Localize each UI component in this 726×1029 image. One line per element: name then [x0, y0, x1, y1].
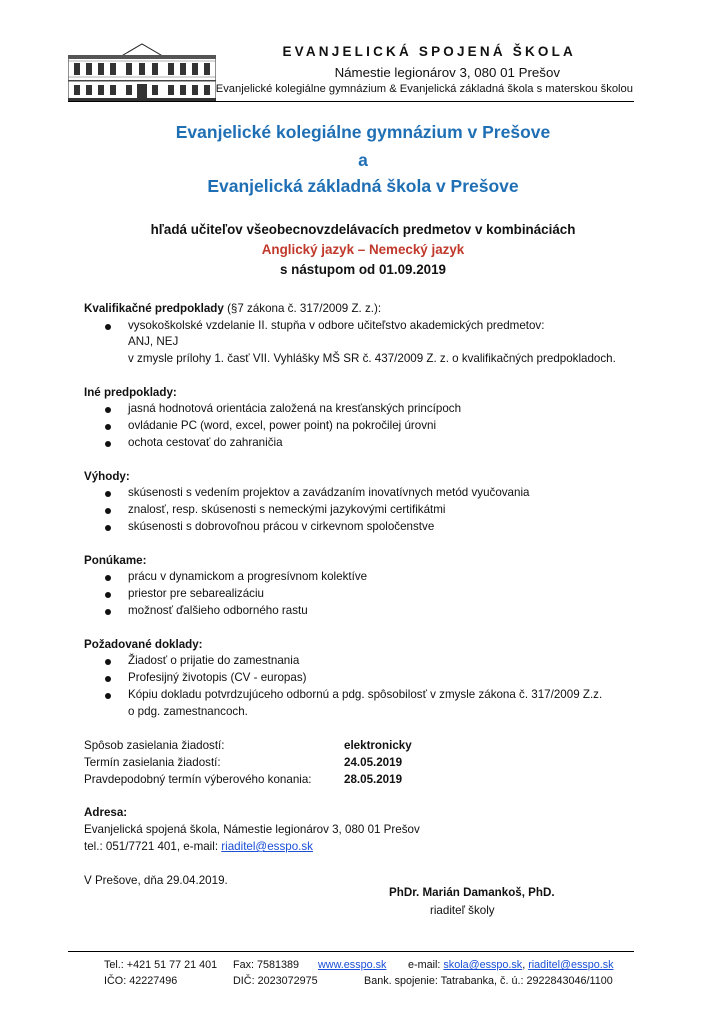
advantages-heading: Výhody: [84, 470, 130, 483]
bullet [105, 609, 111, 615]
footer-divider [68, 951, 634, 952]
bullet [105, 407, 111, 413]
qualification-subjects: ANJ, NEJ [128, 335, 179, 348]
method-value: elektronicky [344, 739, 412, 752]
other-item: jasná hodnotová orientácia založená na kresťanských princípoch [128, 402, 462, 415]
address-line: Evanjelická spojená škola, Námestie legionárov 3, 080 01 Prešov [84, 823, 420, 836]
qualification-legal-note: v zmysle prílohy 1. časť VII. Vyhlášky MŠ SR č. 437/2009 Z. z. o kvalifikačných predpokladoch. [128, 352, 616, 365]
footer-tel: Tel.: +421 51 77 21 401 [104, 959, 218, 971]
bullet [105, 424, 111, 430]
offer-line: hľadá učiteľov všeobecnovzdelávacích predmetov v kombináciách [150, 222, 576, 237]
footer-email-link-1[interactable]: skola@esspo.sk [443, 959, 523, 971]
school-subtitle: Evanjelické kolegiálne gymnázium & Evanjelická základná škola s materskou školou [215, 83, 633, 95]
footer-email: e-mail: skola@esspo.sk, riaditel@esspo.sk [408, 959, 614, 971]
footer-bank: Bank. spojenie: Tatrabanka, č. ú.: 2922843046/1100 [364, 975, 613, 987]
title-gymnasium: Evanjelické kolegiálne gymnázium v Prešove [175, 122, 551, 142]
advantage-item: skúsenosti s vedením projektov a zavádzaním inovatívnych metód vyučovania [128, 486, 530, 499]
offering-item: priestor pre sebarealizáciu [128, 587, 264, 600]
offering-item: možnosť ďalšieho odborného rastu [128, 604, 308, 617]
signer-name: PhDr. Marián Damankoš, PhD. [389, 886, 555, 899]
bullet [105, 676, 111, 682]
school-building-logo [68, 40, 216, 102]
email-link[interactable]: riaditel@esspo.sk [221, 840, 313, 853]
offering-heading: Ponúkame: [84, 554, 147, 567]
selection-value: 28.05.2019 [344, 773, 403, 786]
title-conjunction: a [358, 150, 368, 170]
advantage-item: skúsenosti s dobrovoľnou prácou v cirkevnom spoločenstve [128, 520, 435, 533]
deadline-label: Termín zasielania žiadostí: [84, 756, 221, 769]
bullet [105, 525, 111, 531]
document-item: Profesijný životopis (CV - europas) [128, 671, 307, 684]
bullet [105, 441, 111, 447]
offer-subjects: Anglický jazyk – Nemecký jazyk [261, 242, 465, 257]
method-label: Spôsob zasielania žiadostí: [84, 739, 225, 752]
title-elementary: Evanjelická základná škola v Prešove [207, 176, 519, 196]
advantage-item: znalosť, resp. skúsenosti s nemeckými jazykovými certifikátmi [128, 503, 446, 516]
footer-dic: DIČ: 2023072975 [233, 975, 318, 987]
document-item-continuation: o pdg. zamestnancoch. [128, 705, 248, 718]
footer-ico: IČO: 42227496 [104, 975, 178, 987]
other-item: ovládanie PC (word, excel, power point) na pokročilej úrovni [128, 419, 437, 432]
place-date: V Prešove, dňa 29.04.2019. [84, 874, 228, 887]
bullet [105, 575, 111, 581]
footer-web-link[interactable]: www.esspo.sk [318, 959, 387, 971]
qualifications-heading: Kvalifikačné predpoklady (§7 zákona č. 317/2009 Z. z.): [84, 302, 382, 315]
offer-start-date: s nástupom od 01.09.2019 [280, 262, 446, 277]
header-divider [68, 101, 634, 102]
bullet [105, 592, 111, 598]
bullet [105, 491, 111, 497]
bullet [105, 508, 111, 514]
school-address: Námestie legionárov 3, 080 01 Prešov [334, 65, 560, 80]
footer-email-link-2[interactable]: riaditel@esspo.sk [528, 959, 614, 971]
offering-item: prácu v dynamickom a progresívnom kolektíve [128, 570, 368, 583]
selection-label: Pravdepodobný termín výberového konania: [84, 773, 312, 786]
bullet [105, 693, 111, 699]
bullet [105, 324, 111, 330]
contact-line: tel.: 051/7721 401, e-mail: riaditel@esspo.sk [84, 840, 313, 853]
document-item: Žiadosť o prijatie do zamestnania [128, 654, 300, 667]
other-heading: Iné predpoklady: [84, 386, 177, 399]
documents-heading: Požadované doklady: [84, 638, 203, 651]
other-item: ochota cestovať do zahraničia [128, 436, 283, 449]
qualification-item: vysokoškolské vzdelanie II. stupňa v odbore učiteľstvo akademických predmetov: [128, 319, 545, 332]
footer-fax: Fax: 7581389 [233, 959, 300, 971]
deadline-value: 24.05.2019 [344, 756, 403, 769]
bullet [105, 659, 111, 665]
document-item: Kópiu dokladu potvrdzujúceho odbornú a pdg. spôsobilosť v zmysle zákona č. 317/2009 Z.z. [128, 688, 603, 701]
address-heading: Adresa: [84, 806, 128, 819]
school-name: EVANJELICKÁ SPOJENÁ ŠKOLA [282, 44, 576, 59]
signer-role: riaditeľ školy [430, 904, 495, 917]
